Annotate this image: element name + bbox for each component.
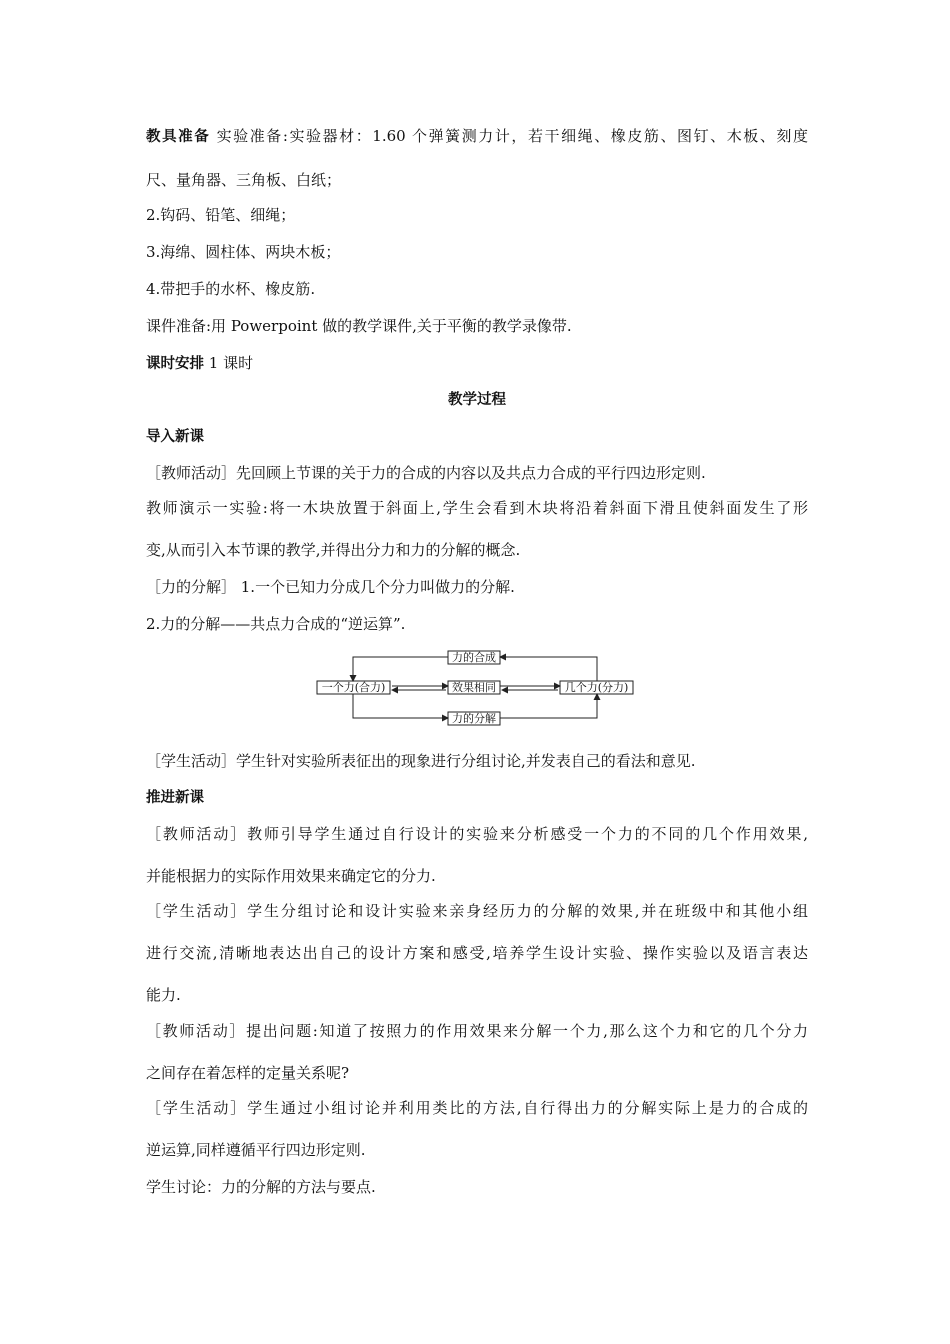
student-activity-1: ［学生活动］学生针对实验所表征出的现象进行分组讨论,并发表自己的看法和意见. [146,752,696,770]
diagram-box-resultant: 一个力(合力) [321,681,386,694]
prep-item-3: 3.海绵、圆柱体、两块木板； [146,243,341,261]
schedule-value: 1 课时 [208,354,254,372]
teacher-activity-3-line2: 之间存在着怎样的定量关系呢? [146,1064,350,1082]
intro-p4: 2.力的分解——共点力合成的“逆运算”. [146,615,406,633]
diagram-box-synthesis: 力的合成 [452,651,496,664]
diagram-box-decomposition: 力的分解 [452,712,496,725]
teacher-activity-3-line1: ［教师活动］提出问题:知道了按照力的作用效果来分解一个力,那么这个力和它的几个分力 [146,1022,808,1040]
prep-line-1 [146,126,808,146]
intro-heading: 导入新课 [146,429,204,445]
force-decomposition-diagram [310,648,640,728]
student-activity-3-line2: 逆运算,同样遵循平行四边形定则. [146,1141,366,1159]
student-activity-3-line1: ［学生活动］学生通过小组讨论并利用类比的方法,自行得出力的分解实际上是力的合成的 [146,1099,808,1117]
intro-p3: ［力的分解］ 1.一个已知力分成几个分力叫做力的分解. [146,578,515,596]
teacher-activity-2-line1: ［教师活动］教师引导学生通过自行设计的实验来分析感受一个力的不同的几个作用效果, [146,825,808,843]
intro-p1: ［教师活动］先回顾上节课的关于力的合成的内容以及共点力合成的平行四边形定则. [146,464,706,482]
teacher-activity-2-line2: 并能根据力的实际作用效果来确定它的分力. [146,867,436,885]
advance-heading: 推进新课 [146,790,204,806]
intro-p2-line2: 变,从而引入本节课的教学,并得出分力和力的分解的概念. [146,541,521,559]
student-activity-2-line3: 能力. [146,986,181,1004]
diagram-box-same-effect: 效果相同 [452,681,496,694]
prep-line-2: 尺、量角器、三角板、白纸； [146,171,342,189]
prep-item-4: 4.带把手的水杯、橡皮筋. [146,280,316,298]
process-title: 教学过程 [448,392,506,408]
prep-label: 教具准备 [146,129,211,145]
intro-p2-line1: 教师演示一实验:将一木块放置于斜面上,学生会看到木块将沿着斜面下滑且使斜面发生了形 [146,499,808,517]
student-discussion: 学生讨论：力的分解的方法与要点. [146,1178,376,1196]
prep-text-1: 实验准备:实验器材：1.60 个弹簧测力计，若干细绳、橡皮筋、图钉、木板、刻度 [216,127,808,145]
prep-item-2: 2.钩码、铅笔、细绳； [146,206,296,224]
courseware-line: 课件准备:用 Powerpoint 做的教学课件,关于平衡的教学录像带. [146,317,572,335]
schedule-line [146,353,808,374]
diagram-box-components: 几个力(分力) [564,681,629,694]
student-activity-2-line2: 进行交流,清晰地表达出自己的设计方案和感受,培养学生设计实验、操作实验以及语言表达 [146,944,808,962]
student-activity-2-line1: ［学生活动］学生分组讨论和设计实验来亲身经历力的分解的效果,并在班级中和其他小组 [146,902,808,920]
schedule-label: 课时安排 [146,356,204,372]
